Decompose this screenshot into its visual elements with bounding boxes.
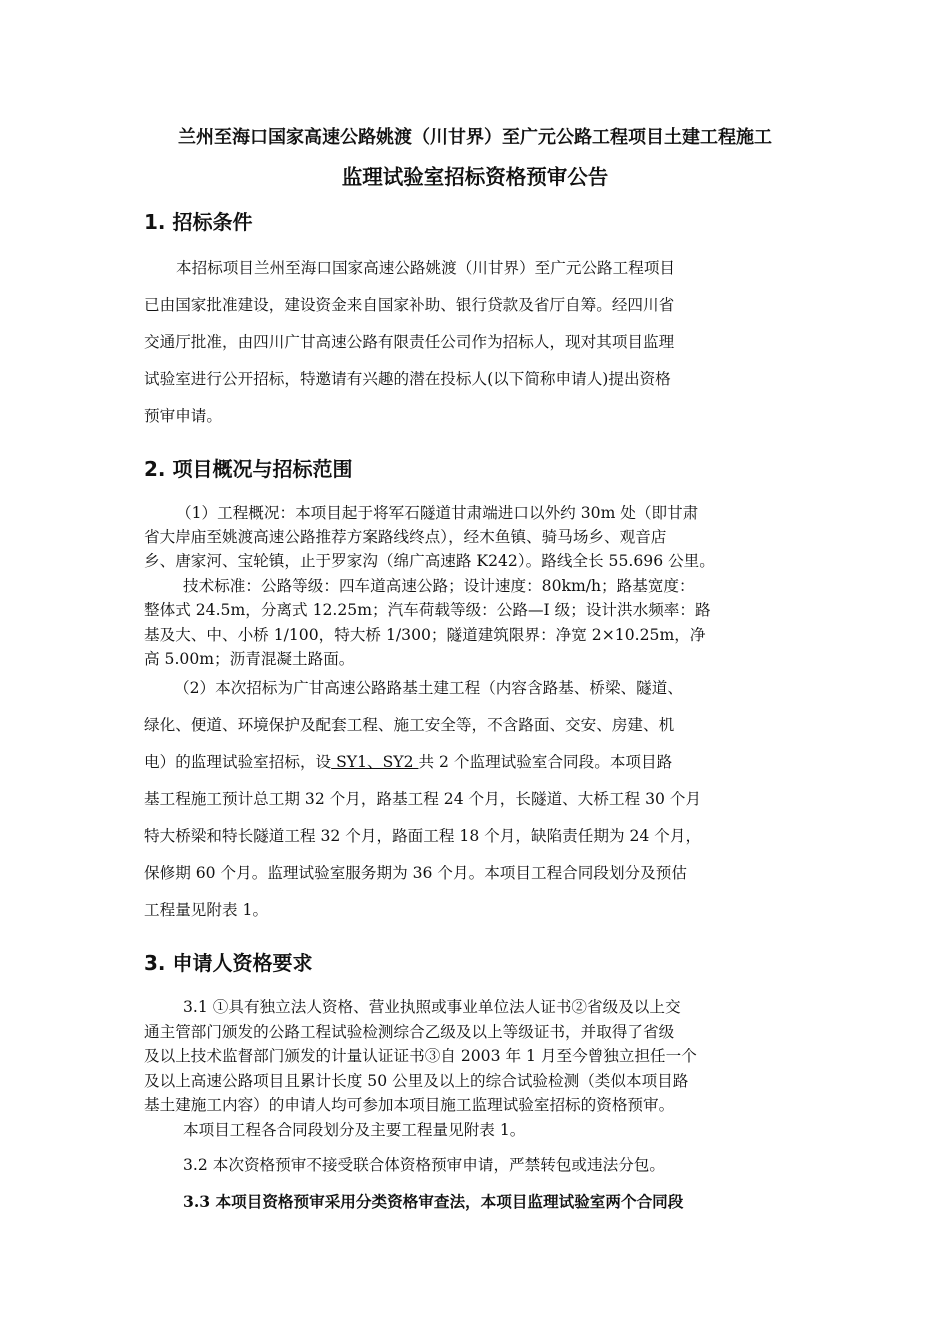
section3-heading: 3. 申请人资格要求 xyxy=(144,951,313,975)
section1-heading: 1. 招标条件 xyxy=(144,210,253,234)
s2-scope-line: 保修期 60 个月。监理试验室服务期为 36 个月。本项目工程合同段划分及预估 xyxy=(144,864,687,882)
s2-overview-line: 乡、唐家河、宝轮镇，止于罗家沟（绵广高速路 K242）。路线全长 55.696 公里。 xyxy=(144,552,715,570)
s2-scope-text: 共 2 个监理试验室合同段。本项目路 xyxy=(418,753,673,771)
s2-overview-line: （1）工程概况：本项目起于将军石隧道甘肃端进口以外约 30m 处（即甘肃 xyxy=(176,504,699,522)
section2-heading: 2. 项目概况与招标范围 xyxy=(144,457,353,481)
s1-paragraph-line: 试验室进行公开招标，特邀请有兴趣的潜在投标人(以下简称申请人)提出资格 xyxy=(144,370,671,388)
s2-overview-line: 省大岸庙至姚渡高速公路推荐方案路线终点），经木鱼镇、骑马场乡、观音店 xyxy=(144,528,667,546)
document-title-line1: 兰州至海口国家高速公路姚渡（川甘界）至广元公路工程项目土建工程施工 xyxy=(178,127,772,148)
s2-overview-line: 高 5.00m；沥青混凝土路面。 xyxy=(144,650,355,668)
s2-scope-line: 工程量见附表 1。 xyxy=(144,901,269,919)
s2-scope-line xyxy=(144,755,672,771)
s2-scope-line: 绿化、便道、环境保护及配套工程、施工安全等，不含路面、交安、房建、机 xyxy=(144,716,675,734)
s3-1-line: 及以上技术监督部门颁发的计量认证证书③自 2003 年 1 月至今曾独立担任一个 xyxy=(144,1047,697,1065)
s2-scope-line: （2）本次招标为广甘高速公路路基土建工程（内容含路基、桥梁、隧道、 xyxy=(174,679,683,697)
s2-scope-line: 基工程施工预计总工期 32 个月，路基工程 24 个月，长隧道、大桥工程 30 个月 xyxy=(144,790,702,808)
s3-3-line: 3.3 本项目资格预审采用分类资格审查法，本项目监理试验室两个合同段 xyxy=(183,1192,684,1211)
s3-1-line: 通主管部门颁发的公路工程试验检测综合乙级及以上等级证书，并取得了省级 xyxy=(144,1023,675,1041)
s3-1-line: 及以上高速公路项目且累计长度 50 公里及以上的综合试验检测（类似本项目路 xyxy=(144,1072,689,1090)
s3-2-line: 3.2 本次资格预审不接受联合体资格预审申请，严禁转包或违法分包。 xyxy=(183,1156,665,1174)
s1-paragraph-line: 预审申请。 xyxy=(144,407,222,425)
contract-sections-underlined: SY1、SY2 xyxy=(331,753,419,771)
s1-paragraph-line: 本招标项目兰州至海口国家高速公路姚渡（川甘界）至广元公路工程项目 xyxy=(176,259,676,277)
s2-overview-line: 整体式 24.5m，分离式 12.25m；汽车荷载等级：公路—I 级；设计洪水频率：路 xyxy=(144,601,711,619)
s2-scope-text: 电）的监理试验室招标，设 xyxy=(144,753,332,771)
document-title-line2: 监理试验室招标资格预审公告 xyxy=(341,165,609,189)
s2-overview-line: 技术标准：公路等级：四车道高速公路；设计速度：80km/h；路基宽度： xyxy=(183,577,695,595)
s1-paragraph-line: 交通厅批准，由四川广甘高速公路有限责任公司作为招标人，现对其项目监理 xyxy=(144,333,675,351)
s3-1-line: 3.1 ①具有独立法人资格、营业执照或事业单位法人证书②省级及以上交 xyxy=(183,998,681,1016)
s2-overview-line: 基及大、中、小桥 1/100，特大桥 1/300；隧道建筑限界：净宽 2×10.25m，净 xyxy=(144,626,706,644)
s3-1-line: 基土建施工内容）的申请人均可参加本项目施工监理试验室招标的资格预审。 xyxy=(144,1096,675,1114)
s1-paragraph-line: 已由国家批准建设，建设资金来自国家补助、银行贷款及省厅自筹。经四川省 xyxy=(144,296,675,314)
s2-scope-line: 特大桥梁和特长隧道工程 32 个月，路面工程 18 个月，缺陷责任期为 24 个月， xyxy=(144,827,702,845)
s3-1-line: 本项目工程各合同段划分及主要工程量见附表 1。 xyxy=(183,1121,526,1139)
